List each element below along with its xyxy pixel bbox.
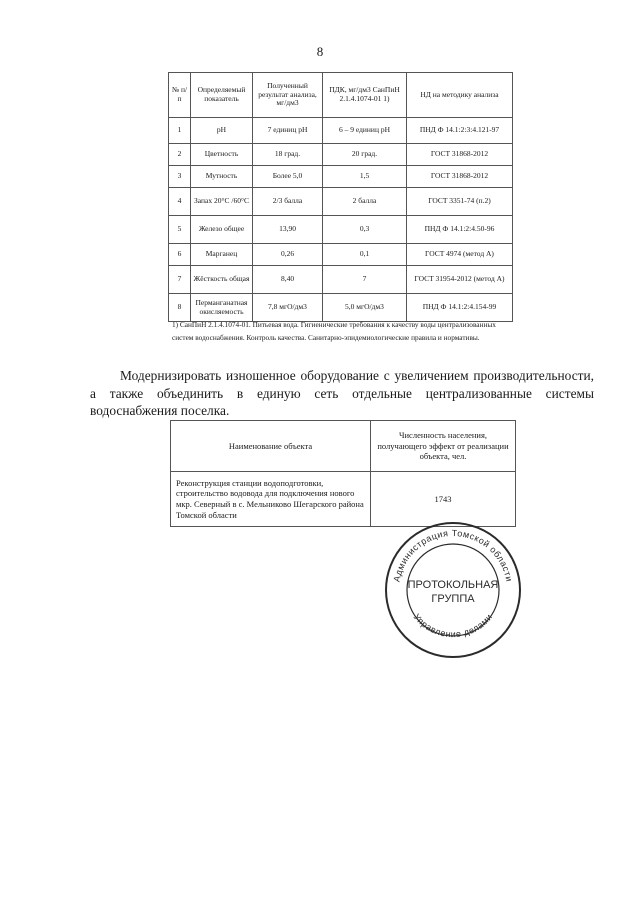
footnote: 1) СанПиН 2.1.4.1074-01. Питьевая вода. Гигиенические требования к качеству воды централизованных систем водоснабжения. Контроль качества. Санитарно-эпидемиологические правила и нормативы. (172, 320, 496, 342)
stamp-ring-text: Администрация Томской области (391, 527, 515, 583)
table-cell: 13,90 (253, 216, 323, 244)
object-name-cell: Реконструкция станции водоподготовки, строительство водовода для подключения нового мкр. Северный в с. Мельниково Шегарского района Томской области (171, 472, 371, 527)
table-row (171, 472, 516, 527)
table-header-row (171, 421, 516, 472)
table-cell: 1,5 (323, 166, 407, 188)
column-header: № п/п (169, 73, 191, 118)
table-row (169, 118, 513, 144)
table-cell: Более 5,0 (253, 166, 323, 188)
table-cell: Перманганатная окисляемость (191, 294, 253, 322)
table-cell: 7,8 мгО/дм3 (253, 294, 323, 322)
column-header: Наименование объекта (171, 421, 371, 472)
table-cell: 2 (169, 144, 191, 166)
protocol-group-stamp (383, 520, 523, 660)
table-cell: 2 балла (323, 188, 407, 216)
table-cell: 4 (169, 188, 191, 216)
table-cell: 3 (169, 166, 191, 188)
table-cell: Железо общее (191, 216, 253, 244)
table-cell: ПНД Ф 14.1:2:3:4.121-97 (407, 118, 513, 144)
table-cell: 20 град. (323, 144, 407, 166)
table-cell: 6 – 9 единиц pH (323, 118, 407, 144)
table-cell: 5 (169, 216, 191, 244)
table-cell: 0,3 (323, 216, 407, 244)
table-row (169, 166, 513, 188)
table-cell: ГОСТ 31954-2012 (метод А) (407, 266, 513, 294)
table-cell: 18 град. (253, 144, 323, 166)
table-row (169, 244, 513, 266)
table-cell: Цветность (191, 144, 253, 166)
table-row (169, 266, 513, 294)
column-header: ПДК, мг/дм3 СанПиН 2.1.4.1074-01 1) (323, 73, 407, 118)
table-cell: ГОСТ 31868-2012 (407, 166, 513, 188)
table-cell: ГОСТ 4974 (метод А) (407, 244, 513, 266)
table-row (169, 188, 513, 216)
water-analysis-table (168, 72, 513, 322)
table-cell: Марганец (191, 244, 253, 266)
column-header: Полученный результат анализа, мг/дм3 (253, 73, 323, 118)
stamp-center-line-1: ПРОТОКОЛЬНАЯ (407, 579, 499, 591)
table-cell: ПНД Ф 14.1:2:4.154-99 (407, 294, 513, 322)
table-cell: 7 (169, 266, 191, 294)
table-cell: ГОСТ 3351-74 (п.2) (407, 188, 513, 216)
table-cell: pH (191, 118, 253, 144)
table-cell: ПНД Ф 14.1:2:4.50-96 (407, 216, 513, 244)
table-cell: Мутность (191, 166, 253, 188)
table-cell: 1 (169, 118, 191, 144)
object-table (170, 420, 516, 527)
column-header: Определяемый показатель (191, 73, 253, 118)
column-header: НД на методику анализа (407, 73, 513, 118)
table-cell: 0,1 (323, 244, 407, 266)
table-cell: Запах 20°С /60°С (191, 188, 253, 216)
table-row (169, 144, 513, 166)
svg-text:Управление делами (412, 612, 495, 639)
table-cell: 8,40 (253, 266, 323, 294)
body-paragraph: Модернизировать изношенное оборудование с увеличением производительности, а также объединить в единую сеть отдельные централизованные системы водоснабжения поселка. (90, 368, 594, 418)
table-cell: 8 (169, 294, 191, 322)
table-cell: 7 (323, 266, 407, 294)
column-header: Численность населения, получающего эффект от реализации объекта, чел. (371, 421, 516, 472)
table-cell: ГОСТ 31868-2012 (407, 144, 513, 166)
table-row (169, 216, 513, 244)
table-cell: 7 единиц pH (253, 118, 323, 144)
table-header-row (169, 73, 513, 118)
table-cell: 6 (169, 244, 191, 266)
table-cell: 5,0 мгО/дм3 (323, 294, 407, 322)
stamp-center-line-2: ГРУППА (431, 593, 475, 605)
table-cell: 0,26 (253, 244, 323, 266)
table-cell: 2/3 балла (253, 188, 323, 216)
table-cell: Жёсткость общая (191, 266, 253, 294)
stamp-bottom-text: Управление делами (411, 611, 495, 640)
population-count-cell: 1743 (371, 472, 516, 527)
page-number: 8 (316, 44, 324, 59)
